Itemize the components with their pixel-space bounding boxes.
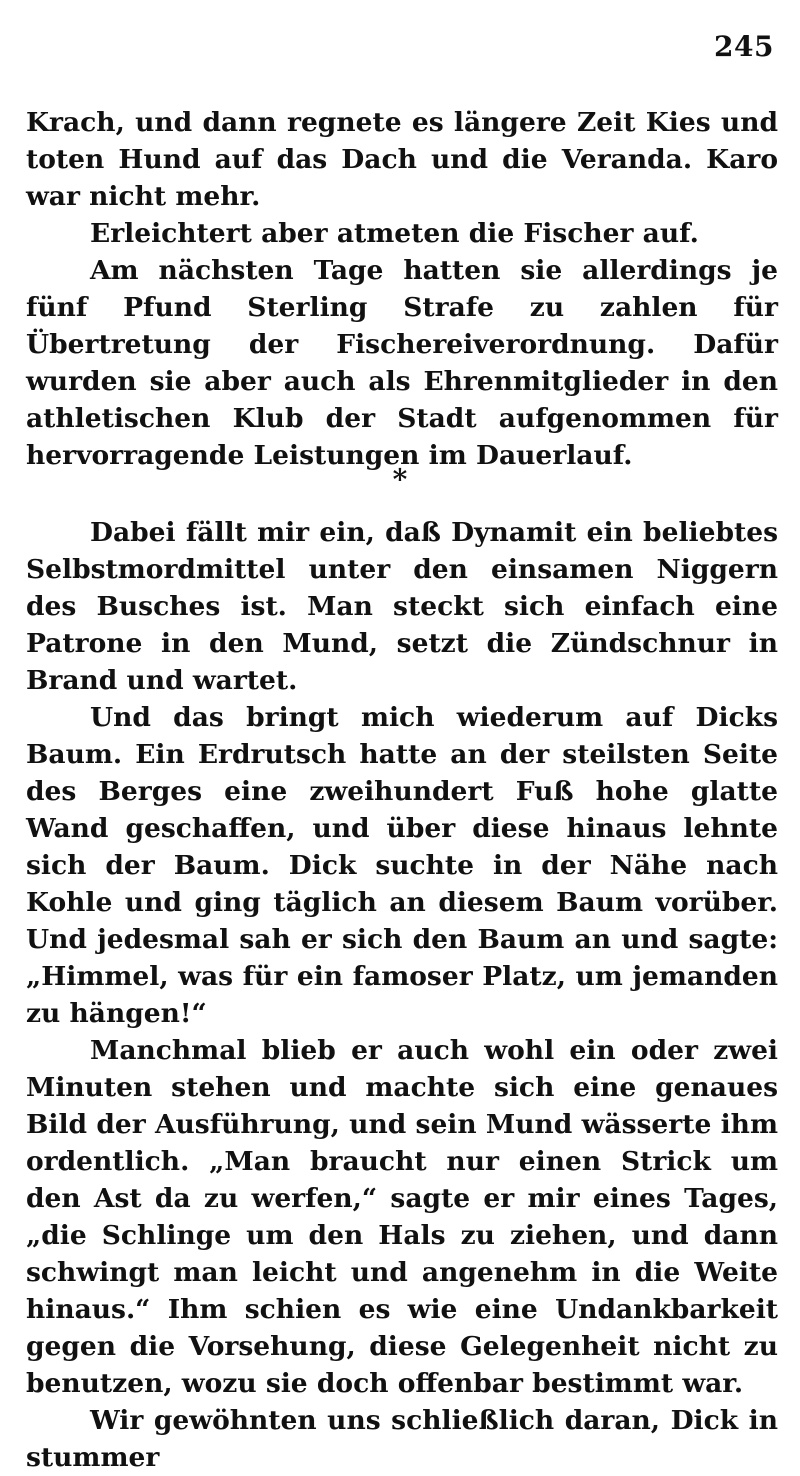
page-number: 245 <box>714 30 774 63</box>
paragraph: Und das bringt mich wiederum auf Dicks Baum. Ein Erdrutsch hatte an der steilsten Seite des Berges eine zweihundert Fuß hohe glatte Wand geschaffen, und über diese hinaus lehnte sich der Baum. Dick suchte in der Nähe nach Kohle und ging täglich an diesem Baum vorüber. Und jedesmal sah er sich den Baum an und sagte: „Himmel, was für ein famoser Platz, um jemanden zu hängen!“ <box>26 702 778 1029</box>
section-separator: * <box>392 463 408 496</box>
text-section-2 <box>26 514 778 1476</box>
paragraph: Erleichtert aber atmeten die Fischer auf. <box>90 218 699 249</box>
paragraph: Dabei fällt mir ein, daß Dynamit ein beliebtes Selbstmordmittel unter den einsamen Niggern des Busches ist. Man steckt sich einfach eine Patrone in den Mund, setzt die Zündschnur in Brand und wartet. <box>26 517 778 696</box>
paragraph: Wir gewöhnten uns schließlich daran, Dick in stummer <box>26 1405 778 1473</box>
paragraph: Krach, und dann regnete es längere Zeit Kies und toten Hund auf das Dach und die Veranda. Karo war nicht mehr. <box>26 107 778 212</box>
paragraph: Manchmal blieb er auch wohl ein oder zwei Minuten stehen und machte sich eine genaues Bild der Ausführung, und sein Mund wässerte ihm ordentlich. „Man braucht nur einen Strick um den Ast da zu werfen,“ sagte er mir eines Tages, „die Schlinge um den Hals zu ziehen, und dann schwingt man leicht und angenehm in die Weite hinaus.“ Ihm schien es wie eine Undankbarkeit gegen die Vorsehung, diese Gelegenheit nicht zu benutzen, wozu sie doch offenbar bestimmt war. <box>26 1035 778 1399</box>
paragraph: Am nächsten Tage hatten sie allerdings je fünf Pfund Sterling Strafe zu zahlen für Übertretung der Fischereiverordnung. Dafür wurden sie aber auch als Ehrenmitglieder in den athletischen Klub der Stadt aufgenommen für hervorragende Leistungen im Dauerlauf. <box>26 255 778 471</box>
text-section-1 <box>26 104 778 474</box>
